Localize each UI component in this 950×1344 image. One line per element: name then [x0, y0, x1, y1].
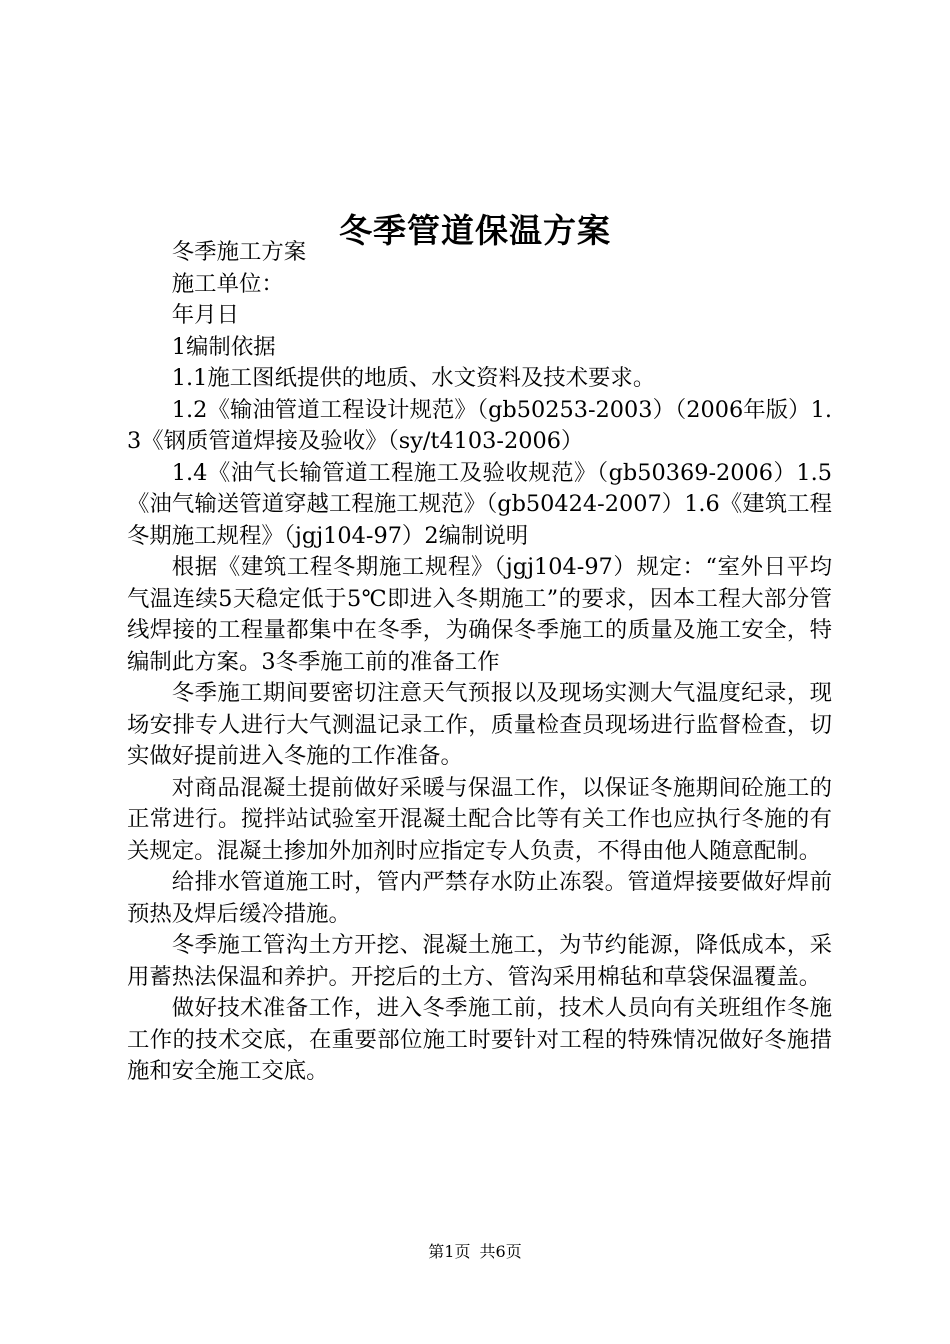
paragraph-basis-1-4: 1.4《油气长输管道工程施工及验收规范》（gb50369-2006）1.5《油气输送管道穿越工程施工规范》（gb50424-2007）1.6《建筑工程冬期施工规程》（jgj104-97）2编制说明	[127, 459, 832, 549]
paragraph-trench-excavation: 冬季施工管沟土方开挖、混凝土施工，为节约能源，降低成本，采用蓄热法保温和养护。开挖后的土方、管沟采用棉毡和草袋保温覆盖。	[127, 932, 832, 990]
paragraph-concrete: 对商品混凝土提前做好采暖与保温工作，以保证冬施期间砼施工的正常进行。搅拌站试验室开混凝土配合比等有关工作也应执行冬施的有关规定。混凝土掺加外加剂时应指定专人负责，不得由他人随意配制。	[127, 774, 832, 864]
paragraph-drainage-pipe: 给排水管道施工时，管内严禁存水防止冻裂。管道焊接要做好焊前预热及焊后缓冷措施。	[127, 869, 832, 927]
paragraph-basis-1-1: 1.1施工图纸提供的地质、水文资料及技术要求。	[171, 365, 656, 391]
document-body	[127, 237, 832, 1088]
page-number-footer: 第1页 共6页	[428, 1242, 522, 1261]
paragraph-weather-monitoring: 冬季施工期间要密切注意天气预报以及现场实测大气温度纪录，现场安排专人进行大气测温记录工作，质量检查员现场进行监督检查，切实做好提前进入冬施的工作准备。	[127, 680, 832, 769]
paragraph-technical-preparation: 做好技术准备工作，进入冬季施工前，技术人员向有关班组作冬施工作的技术交底，在重要部位施工时要针对工程的特殊情况做好冬施措施和安全施工交底。	[127, 995, 832, 1084]
document-title: 冬季管道保温方案	[339, 211, 611, 251]
paragraph-date: 年月日	[171, 302, 239, 328]
paragraph-basis-1-2: 1.2《输油管道工程设计规范》（gb50253-2003）（2006年版）1.3《钢质管道焊接及验收》（sy/t4103-2006）	[127, 396, 832, 454]
paragraph-plan-name: 冬季施工方案	[171, 239, 307, 265]
paragraph-construction-unit: 施工单位：	[171, 270, 284, 297]
paragraph-explanation: 根据《建筑工程冬期施工规程》（jgj104-97）规定：“室外日平均气温连续5天稳定低于5℃即进入冬期施工”的要求，因本工程大部分管线焊接的工程量都集中在冬季，为确保冬季施工的质量及施工安全，特编制此方案。3冬季施工前的准备工作	[127, 554, 832, 675]
section-heading-basis: 1编制依据	[171, 333, 276, 360]
